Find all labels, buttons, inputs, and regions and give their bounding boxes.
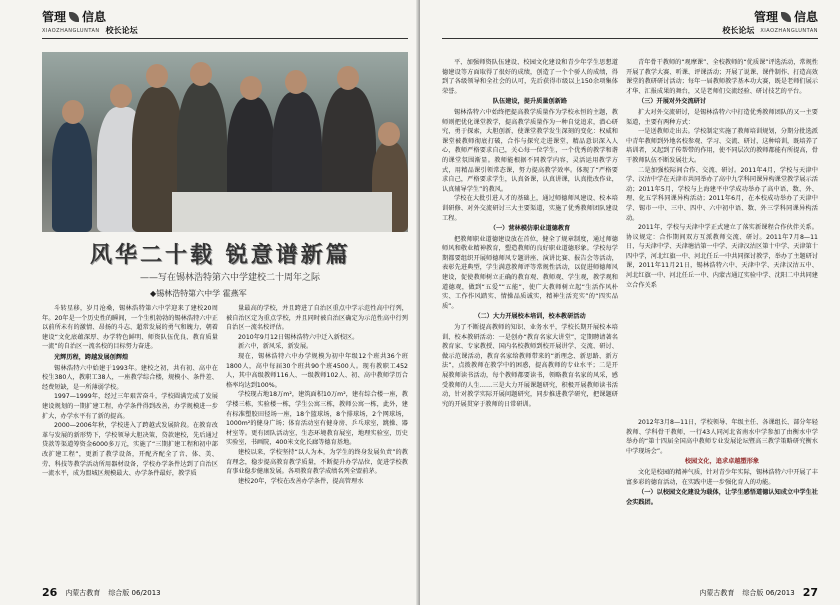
right-column-1 <box>442 58 618 574</box>
paragraph: 量最高的学校，并且跨进了自治区重点中学示范性高中行列，被自治区定为重点学校，并且同时被自治区确定为示范性高中行列自治区一流名校评估。 <box>226 305 408 332</box>
paragraph: 2012年3月8—11日，学校领导、年级主任、各课组长、部分年轻教师、学科骨干教师，一行43人同河北省南水中学参加了由衡水中学举办的“第十四届全国高中教师专业发展论坛暨高三教学策略研究衡水中学现场会”。 <box>626 419 818 455</box>
paragraph: 锡林浩特六中始终把提高教学质量作为学校永恒的主题，教师则把优化课堂教学，提高教学质量作为一种自觉追求，潜心研究，勇于探索，大胆创新，使课堂教学发生深刻的变化：权威和课堂被教师彻底打破，合作与探究走进课堂，精品意识深入人心，教师严格要求自己，关心每一位学生，一个优秀的教学和谐的课堂氛围渐显。教师能根据不同教学内容，灵活运用教学方式，用精品课引领常态课，努力提高教学效率。体现了“严格要求自己，严格要求学生，认真备课，认真讲课，认真批改作业，认真辅导学生”的教风。 <box>442 108 618 193</box>
paragraph: 现在，锡林浩特六中办学规模为初中年级12个班共36个班1800人，高中每届30个班共90个班4500人。现有教职工452人，其中高级教师116人、一级教师102人、初、高中教师学历合格率均达到100%。 <box>226 352 408 389</box>
section-heading: （一）以校园文化建设为载体，让学生感悟道德认知成立中学生社会实践团。 <box>626 489 818 506</box>
header-section: 校长论坛 <box>722 26 755 35</box>
left-page <box>0 0 418 605</box>
right-footer <box>699 586 818 599</box>
right-page <box>420 0 840 605</box>
left-header-logo <box>42 8 138 25</box>
article-subtitle: ——写在锡林浩特第六中学建校二十周年之际 <box>140 273 321 283</box>
article-author: ◆锡林浩特第六中学 霍燕军 <box>150 289 247 298</box>
paragraph: 2000—2006年秋，学校进入了跨越式发展阶段。在教育改革与发展的新形势下，学校领导大胆决策，贷款建校，先后通过贷款等渠道筹资金6000多万元，实施了“三期扩建工程和初中部改扩建工程”，更新了教学设备，开配齐配全了音、体、美、劳、科技等教学活动所用器材设备，学校办学条件达到了自治区一流水平，成为盟城区规模最大、办学条件最好，教学质 <box>42 422 218 478</box>
right-column-2 <box>626 58 818 418</box>
left-column-2 <box>226 304 408 574</box>
header-section: 校长论坛 <box>105 26 138 35</box>
paragraph: 为了不断提高教师的知识、业务水平，学校长期开展校本培训、校本教研活动：一是创办“教育名家大讲堂”，定期聘请著名教育家、专家教授、国内名校教师到校开展讲学、交流、研讨、做示范课活动，教育名家给教师带来的“新理念、新思路、新方法”，点拨教师在教学中的困惑，提高教师的专业水平；二是开展教师读书活动，每个教师都要读书，领略教育名家的风采，感受教师的人生……三是大力开展课题研究，积极开展教师读书活动，针对教学实际开展问题研究，同步推进教学研究，把课题研究的开展贯穿于教师的日常研训。 <box>442 324 618 408</box>
right-column-3 <box>626 418 818 574</box>
header-brand-text: 管理 <box>42 10 67 24</box>
section-heading: 队伍建设，提升质量创新路 <box>492 98 568 106</box>
section-heading: （三）开展对外交流研讨 <box>638 98 707 106</box>
paragraph: 把教师职业道德建设放在首位，健全了规章制度，通过师德师风和敬业精神教育，塑造教师的良好职业道德形象。学校每学期都要组织开展师德师风专题讲座、演讲比赛、报告会等活动，表彰先进典型，学生满意教师评等常规性活动，以促进师德师风建设，促使教师树立正确的教育观、教师观、学生观，教学观和道德观，做到“五爱”“五能”，使广大教师树立起“生活作风朴实、工作作风踏实、情操品质诚实，精神生活充实”的“四实品质”。 <box>442 235 618 310</box>
paragraph: 锡林浩特六中始建于1993年。建校之初，共有初、高中在校生380人，教职工38人，一座教学综合楼，规模小、条件差、经费短缺，是一所薄弱学校。 <box>42 364 218 391</box>
left-column-1 <box>42 304 218 574</box>
magazine-name: 内蒙古教育 <box>65 588 101 597</box>
leaf-icon <box>781 12 791 22</box>
section-heading: 光辉历程，跨越发展创辉煌 <box>54 353 129 361</box>
section-heading: （一）营林模仿职业道德教育 <box>489 225 571 233</box>
paragraph: 扩大对外交流研讨，是锡林浩特六中打造优秀教师团队的又一主要渠道，主要有两种方式： <box>626 108 818 126</box>
left-footer <box>42 586 161 599</box>
issue-label: 综合版 06/2013 <box>108 588 161 597</box>
right-header-logo <box>722 8 818 25</box>
paragraph: 青年骨干教师的“观摩课”、全校教师的“优质课”评选活动，常规性开展了教学大赛、听课、评课活动；开展了说课、课件制作、打造高效课堂的教研研讨活动；每年一届教师教学基本功大赛，既是老师们展示才华、汇报成果的舞台，又是老师们交流经验、研讨技艺的平台。 <box>626 59 818 95</box>
left-header <box>42 8 138 38</box>
paragraph: 文化是校园的精神气质，针对青少年实际，锡林浩特六中开展了丰富多彩的德育活动，在实践中进一步强化育人的功能。 <box>626 468 818 486</box>
leaf-icon <box>69 12 79 22</box>
paragraph: 2011年，学校与天津中学正式建立了落实新课程合作伙伴关系。协议规定：合作期间双方互派教师交流、研讨。2011年7月8—11日，与天津中学、天津塘沽第一中学、天津汉沽区第十中学、天津第十四中学，河北红旗一中、河北任丘一中共同探讨教学，举办了主题研讨课，2011年11月21日，锡林浩特六中、天津中学、天津汉沽五中、河北红旗一中、河北任丘一中、内蒙古通辽实验中学、沈阳二中共同建立合作关系 <box>626 224 818 289</box>
header-brand-text-2: 信息 <box>793 10 818 24</box>
paragraph: 一是送教师走出去。学校制定实施了教师培训规划，分期分批选派中青年教师到外地名校参观、学习、交流、研讨，这种培训，既培养了培训者，又起到了传帮带的作用，使不同层次的教师都能有所提高，骨干教师队伍不断发展壮大。 <box>626 128 818 164</box>
header-rule <box>42 38 408 39</box>
robot-table <box>172 192 392 232</box>
header-brand-text-2: 信息 <box>82 10 107 24</box>
paragraph: 平、加强师资队伍建设、校园文化建设和青少年学生思想道德建设等方面取得了很好的成绩，创造了一个个骄人的成绩，得到了各级领导和全社会的认可，先后获得市级以上150余项集体荣誉。 <box>442 59 618 95</box>
page-number: 26 <box>42 586 58 599</box>
article-photo <box>42 52 408 232</box>
article-title: 风华二十载 锐意谱新篇 <box>90 243 351 268</box>
paragraph: 1997—1999年，经过三年艰苦奋斗，学校圆满完成了发展建设规划的一期扩建工程，办学条件得到改善，办学规模进一步扩大，办学水平有了新的提高。 <box>42 393 218 420</box>
section-heading: （二）大力开展校本培训，校本教研活动 <box>474 313 586 321</box>
header-rule <box>442 38 818 39</box>
page-number: 27 <box>802 586 818 599</box>
header-subtitle: XIAOZHANGLUNTAN <box>42 27 100 34</box>
paragraph: 斗转星移，岁月沧桑，锡林浩特第六中学迎来了建校20周年。20年是一个历史性的瞬间，一个生机勃勃的锡林浩特六中正以前所未有的激情、昂扬的斗志、超常发展的勇气和魄力，朝着建设“文化底蕴深厚、办学特色鲜明、师资队伍优良、教育质量一流”的自治区一流名校的目标努力奋进。 <box>42 305 218 351</box>
paragraph: 建校20年，学校在改善办学条件，提高管理水 <box>238 477 364 485</box>
paragraph: 学校现占地18万m²，建筑面积10万m²，建有综合楼一座，教学楼三栋，实验楼一栋，学生公寓三栋，教师公寓一栋，此外，建有标准塑胶田径场一座，18个篮球场，8个排球场，2个网球场，1000m²的健身广场；体育活动室有健身房、乒乓球室，跳操、器材室等。更有团队活动室，生态环境教育展室，地理实验室，历史实验室，书画院，400米文化长廊等德育基地。 <box>226 391 408 447</box>
issue-label: 综合版 06/2013 <box>742 588 795 597</box>
paragraph: 二是加强校际间合作、交流、研讨。2011年4月，学校与天津中学、汉沽中学在天津市共同举办了高中九学科同课异构课堂教学展示活动；2011年5月，学校与上海建平中学成功举办了高中语、数、外、理、化五学科同课异构活动；2011年6月，在本校成功举办了天津中学、锡市一中、三中、四中、六中初中语、数、外三学科同课异构活动。 <box>626 166 818 222</box>
header-subtitle: XIAOZHANGLUNTAN <box>760 27 818 34</box>
header-brand-text: 管理 <box>753 10 778 24</box>
paragraph: 建校以来，学校坚持“以人为本，为学生的终身发展负责”的教育理念，稳步提高教育教学质量，不断提升办学品位，促进学校教育事业稳步健康发展。各项教育教学成绩名列全盟前茅。 <box>226 448 408 476</box>
paragraph: 新六中，新风采，新发展。 <box>238 343 313 351</box>
magazine-name: 内蒙古教育 <box>699 588 735 597</box>
paragraph: 学校在大批引进人才的基础上，通过师德师风建设、校本培训研修、对外交流研讨三大主要渠道，实施了优秀教师团队建设工程。 <box>442 195 618 222</box>
section-heading: 校园文化，追求卓越塑形象 <box>684 458 760 466</box>
right-header <box>722 8 818 38</box>
paragraph: 2010年9月12日锡林浩特六中迁入新校区。 <box>238 333 359 341</box>
